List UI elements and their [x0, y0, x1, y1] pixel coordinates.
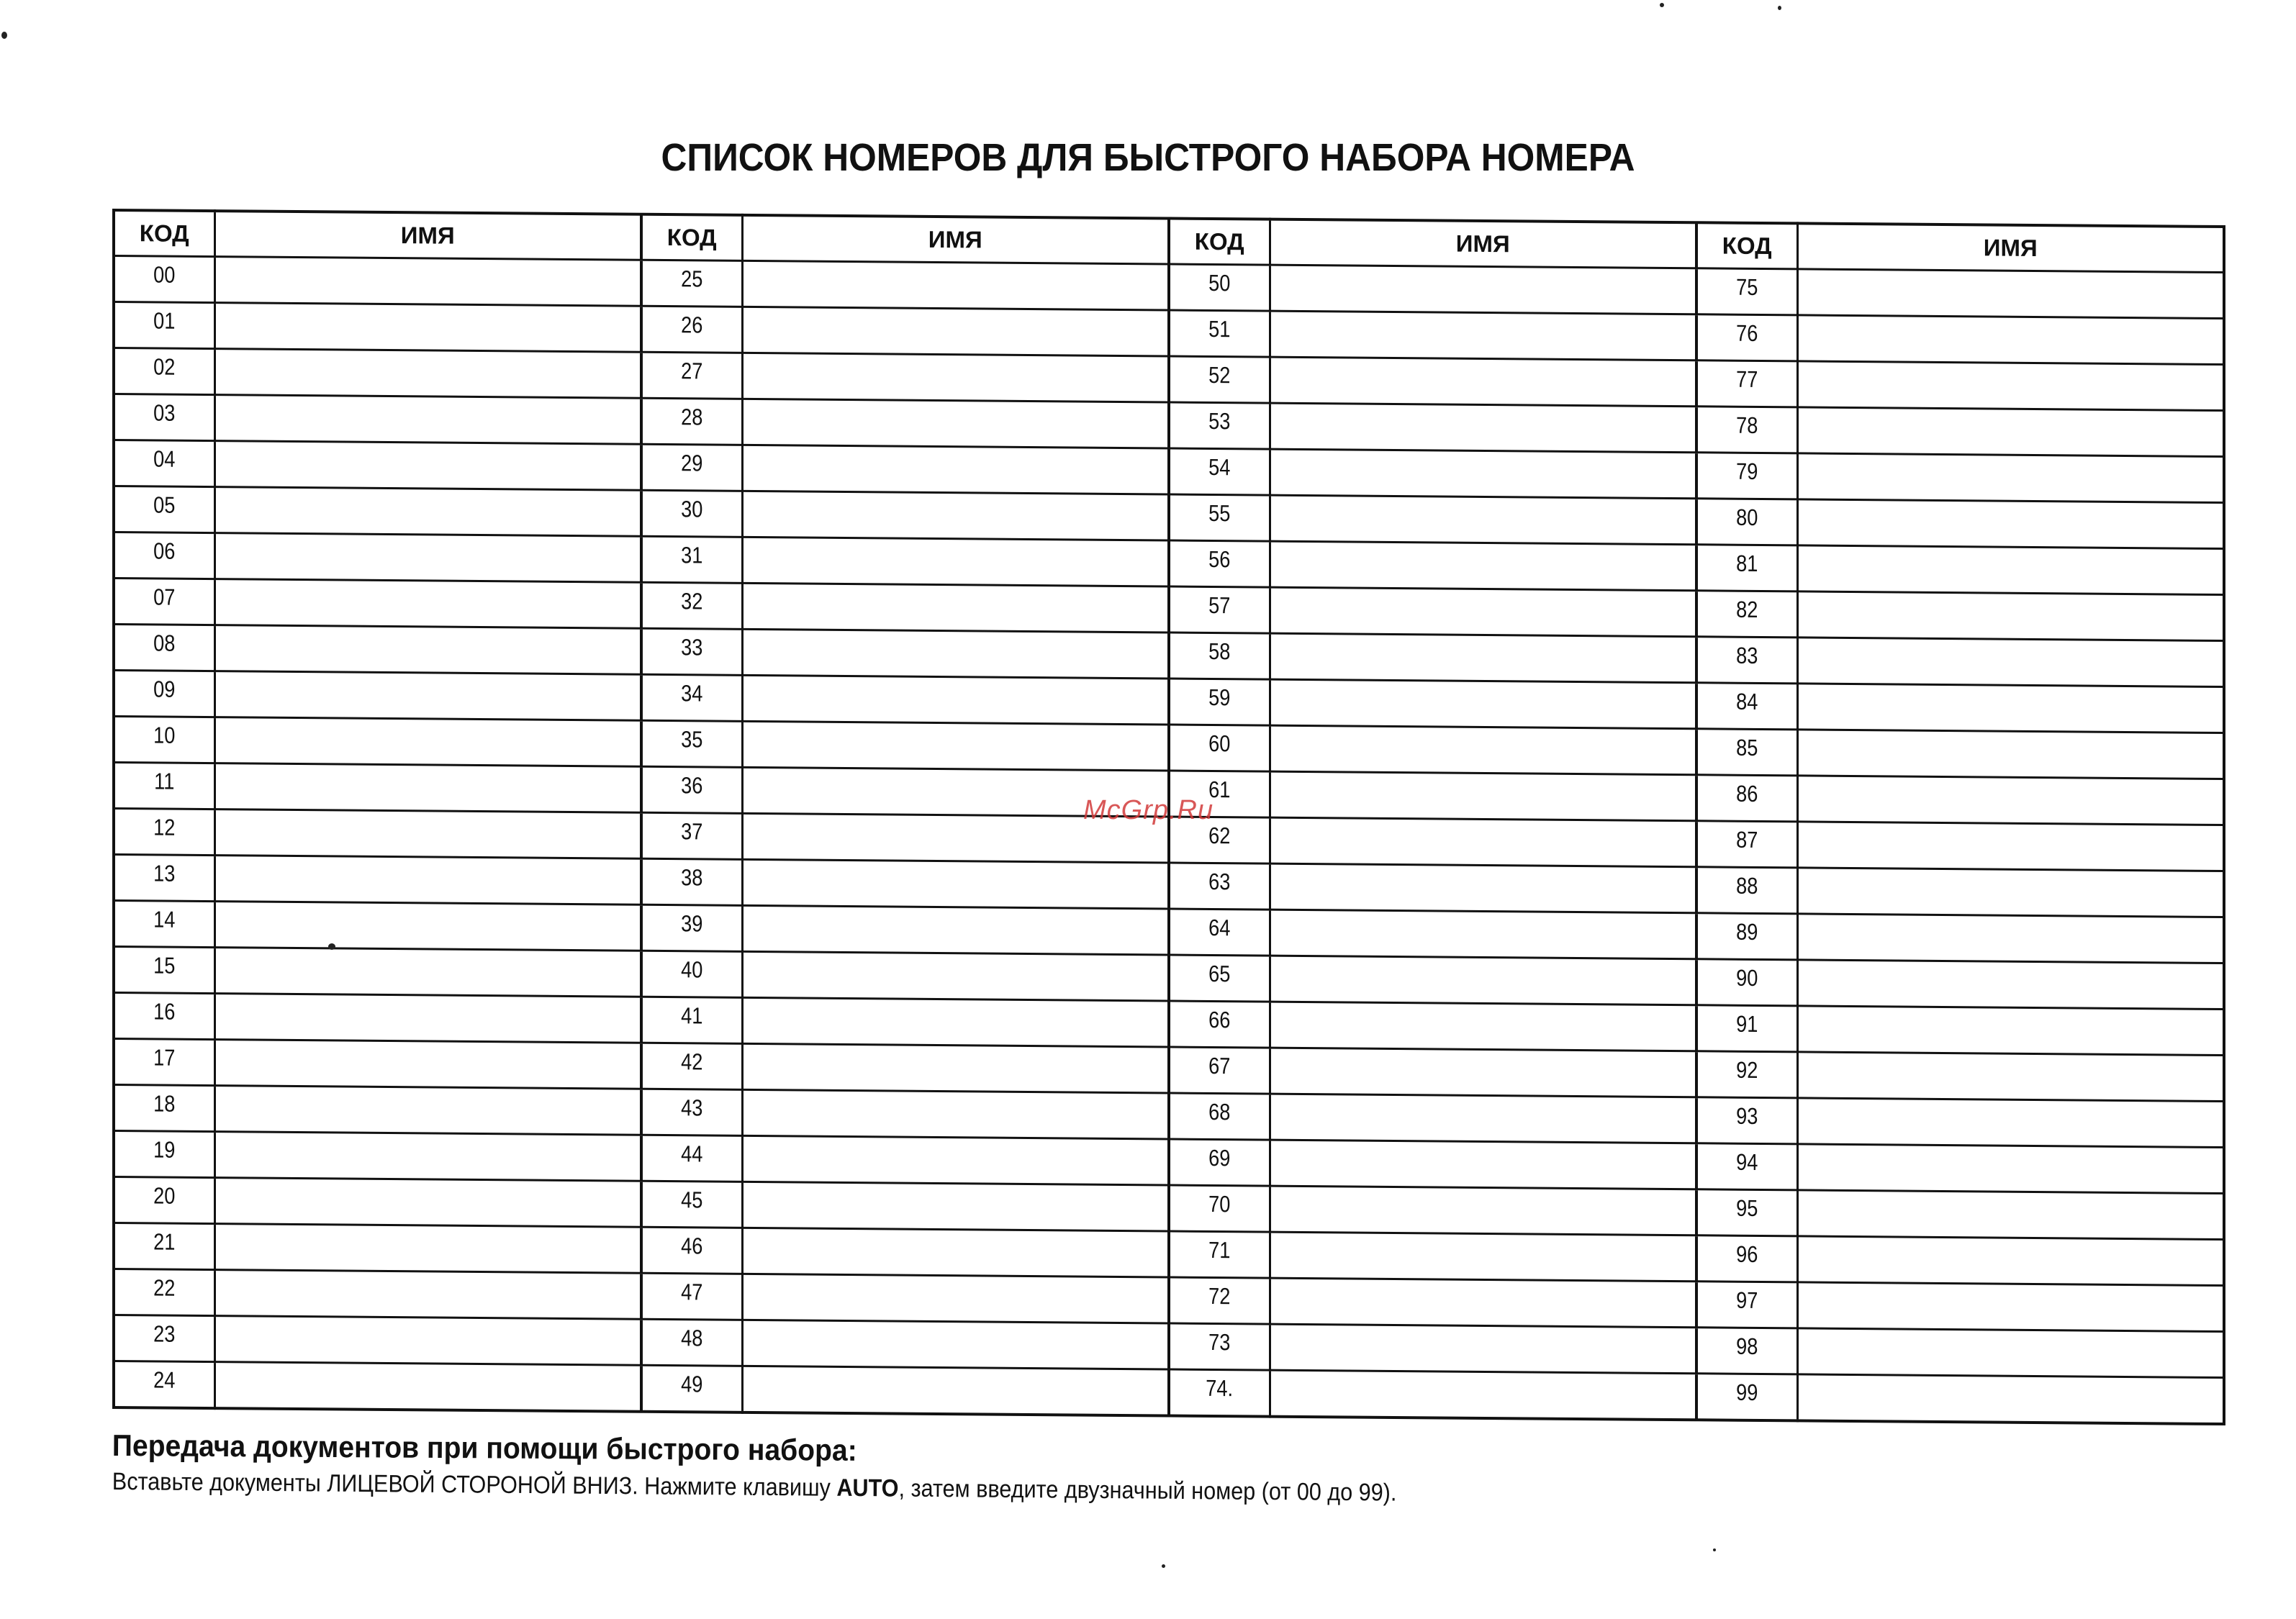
- name-cell: [1270, 449, 1696, 499]
- name-cell: [1270, 1140, 1696, 1189]
- name-cell: [1270, 1278, 1696, 1328]
- code-cell: 02: [122, 348, 207, 395]
- code-cell: 53: [1177, 402, 1262, 449]
- scan-speck: [1660, 3, 1664, 7]
- name-cell: [1797, 1236, 2224, 1286]
- code-cell: 47: [649, 1273, 735, 1320]
- code-cell: 77: [1704, 360, 1790, 407]
- name-cell: [1270, 403, 1696, 453]
- code-cell: 85: [1704, 729, 1790, 776]
- name-cell: [214, 1223, 641, 1273]
- name-cell: [214, 1361, 641, 1412]
- code-cell: 64: [1177, 909, 1262, 956]
- code-cell: 61: [1177, 771, 1262, 817]
- table-body: [114, 256, 2224, 1425]
- code-cell: 89: [1704, 913, 1790, 960]
- name-cell: [1797, 868, 2224, 917]
- code-cell: 00: [122, 256, 207, 303]
- name-cell: [1270, 863, 1696, 913]
- name-cell: [1270, 1232, 1696, 1282]
- name-cell: [214, 303, 641, 353]
- name-cell: [1797, 914, 2224, 963]
- name-cell: [214, 855, 641, 904]
- name-cell: [214, 901, 641, 951]
- code-cell: 68: [1177, 1093, 1262, 1140]
- code-cell: 17: [122, 1038, 207, 1085]
- code-cell: 30: [649, 490, 735, 537]
- code-cell: 96: [1704, 1235, 1790, 1282]
- code-cell: 86: [1704, 775, 1790, 822]
- name-cell: [742, 1089, 1169, 1139]
- code-cell: 13: [122, 854, 207, 901]
- name-cell: [214, 947, 641, 997]
- code-cell: 27: [649, 352, 735, 399]
- code-cell: 71: [1177, 1231, 1262, 1278]
- code-cell: 90: [1704, 959, 1790, 1006]
- code-cell: 91: [1704, 1005, 1790, 1052]
- code-cell: 35: [649, 720, 735, 767]
- code-cell: 38: [649, 858, 735, 905]
- header-name: ИМЯ: [742, 215, 1169, 264]
- name-cell: [214, 671, 641, 720]
- code-cell: 24: [122, 1361, 207, 1408]
- name-cell: [742, 859, 1169, 909]
- code-cell: 29: [649, 444, 735, 491]
- code-cell: 98: [1704, 1328, 1790, 1374]
- code-cell: 99: [1704, 1373, 1790, 1420]
- scan-speck: [1162, 1564, 1165, 1568]
- name-cell: [214, 993, 641, 1043]
- code-cell: 32: [649, 582, 735, 629]
- code-cell: 04: [122, 440, 207, 487]
- name-cell: [1797, 960, 2224, 1010]
- name-cell: [1797, 591, 2224, 641]
- name-cell: [214, 395, 641, 445]
- code-cell: 74.: [1177, 1369, 1262, 1417]
- code-cell: 54: [1177, 448, 1262, 495]
- code-cell: 59: [1177, 679, 1262, 725]
- header-name: ИМЯ: [1797, 223, 2224, 272]
- footer-text-before: Вставьте документы ЛИЦЕВОЙ СТОРОНОЙ ВНИЗ. Нажмите клавишу: [112, 1468, 837, 1502]
- code-cell: 09: [122, 670, 207, 717]
- code-cell: 25: [649, 260, 735, 307]
- code-cell: 18: [122, 1084, 207, 1131]
- name-cell: [214, 809, 641, 858]
- code-cell: 51: [1177, 310, 1262, 357]
- code-cell: 94: [1704, 1143, 1790, 1190]
- header-code: КОД: [641, 214, 742, 261]
- name-cell: [1797, 407, 2224, 457]
- code-cell: 80: [1704, 499, 1790, 545]
- name-cell: [1270, 311, 1696, 360]
- name-cell: [742, 307, 1169, 356]
- code-cell: 41: [649, 997, 735, 1043]
- code-cell: 52: [1177, 356, 1262, 403]
- name-cell: [1797, 499, 2224, 549]
- name-cell: [1270, 771, 1696, 821]
- name-cell: [1797, 545, 2224, 595]
- code-cell: 62: [1177, 817, 1262, 863]
- name-cell: [1797, 1374, 2224, 1425]
- name-cell: [1270, 1094, 1696, 1143]
- code-cell: 40: [649, 951, 735, 997]
- name-cell: [1270, 817, 1696, 867]
- name-cell: [1270, 910, 1696, 959]
- code-cell: 81: [1704, 545, 1790, 591]
- name-cell: [1270, 679, 1696, 729]
- name-cell: [742, 1182, 1169, 1231]
- name-cell: [214, 1269, 641, 1319]
- name-cell: [742, 260, 1169, 310]
- name-cell: [214, 625, 641, 674]
- name-cell: [1270, 633, 1696, 683]
- name-cell: [1797, 1144, 2224, 1194]
- code-cell: 44: [649, 1135, 735, 1182]
- code-cell: 66: [1177, 1001, 1262, 1048]
- name-cell: [742, 1043, 1169, 1093]
- name-cell: [1270, 587, 1696, 637]
- code-cell: 93: [1704, 1097, 1790, 1144]
- scan-speck: [1713, 1548, 1716, 1551]
- name-cell: [742, 629, 1169, 679]
- scan-speck: [1778, 6, 1781, 10]
- name-cell: [1270, 541, 1696, 591]
- name-cell: [1797, 1190, 2224, 1240]
- name-cell: [1270, 495, 1696, 545]
- name-cell: [742, 675, 1169, 725]
- name-cell: [1797, 269, 2224, 319]
- code-cell: 82: [1704, 591, 1790, 638]
- name-cell: [742, 445, 1169, 494]
- name-cell: [214, 1315, 641, 1365]
- code-cell: 19: [122, 1130, 207, 1177]
- code-cell: 05: [122, 486, 207, 533]
- code-cell: 92: [1704, 1051, 1790, 1098]
- name-cell: [1797, 1006, 2224, 1056]
- code-cell: 69: [1177, 1139, 1262, 1186]
- code-cell: 75: [1704, 268, 1790, 315]
- name-cell: [1270, 1186, 1696, 1235]
- code-cell: 46: [649, 1227, 735, 1274]
- code-cell: 33: [649, 628, 735, 675]
- watermark: McGrp.Ru: [1083, 795, 1214, 825]
- header-name: ИМЯ: [214, 211, 641, 260]
- code-cell: 88: [1704, 867, 1790, 914]
- name-cell: [1270, 265, 1696, 314]
- name-cell: [742, 537, 1169, 586]
- code-cell: 95: [1704, 1189, 1790, 1236]
- name-cell: [1797, 730, 2224, 779]
- name-cell: [742, 399, 1169, 448]
- code-cell: 36: [649, 766, 735, 813]
- code-cell: 37: [649, 812, 735, 859]
- code-cell: 67: [1177, 1047, 1262, 1094]
- code-cell: 01: [122, 302, 207, 349]
- name-cell: [1797, 315, 2224, 365]
- name-cell: [742, 905, 1169, 955]
- code-cell: 56: [1177, 540, 1262, 587]
- code-cell: 87: [1704, 821, 1790, 868]
- name-cell: [1797, 453, 2224, 503]
- code-cell: 63: [1177, 863, 1262, 910]
- code-cell: 73: [1177, 1323, 1262, 1370]
- name-cell: [742, 951, 1169, 1001]
- code-cell: 43: [649, 1089, 735, 1135]
- code-cell: 28: [649, 398, 735, 445]
- code-cell: 34: [649, 674, 735, 721]
- name-cell: [742, 1320, 1169, 1369]
- name-cell: [1797, 361, 2224, 411]
- name-cell: [214, 257, 641, 307]
- code-cell: 42: [649, 1043, 735, 1089]
- name-cell: [214, 1039, 641, 1089]
- code-cell: 58: [1177, 632, 1262, 679]
- name-cell: [1270, 1048, 1696, 1097]
- name-cell: [1270, 1002, 1696, 1051]
- code-cell: 11: [122, 762, 207, 809]
- name-cell: [742, 997, 1169, 1047]
- header-code: КОД: [1169, 219, 1270, 266]
- code-cell: 84: [1704, 683, 1790, 730]
- code-cell: 26: [649, 306, 735, 353]
- footer-text-after: , затем введите двузначный номер (от 00 до 99).: [898, 1474, 1397, 1507]
- name-cell: [742, 1135, 1169, 1185]
- code-cell: 16: [122, 992, 207, 1039]
- code-cell: 22: [122, 1269, 207, 1315]
- name-cell: [1797, 1282, 2224, 1332]
- code-cell: 10: [122, 716, 207, 763]
- header-name: ИМЯ: [1270, 219, 1696, 268]
- code-cell: 55: [1177, 494, 1262, 541]
- name-cell: [1797, 1052, 2224, 1102]
- code-cell: 72: [1177, 1277, 1262, 1324]
- name-cell: [742, 1366, 1169, 1416]
- code-cell: 14: [122, 900, 207, 947]
- header-code: КОД: [114, 210, 214, 257]
- name-cell: [742, 491, 1169, 540]
- name-cell: [1797, 684, 2224, 733]
- name-cell: [1270, 956, 1696, 1005]
- code-cell: 23: [122, 1315, 207, 1361]
- name-cell: [214, 487, 641, 537]
- code-cell: 15: [122, 946, 207, 993]
- name-cell: [214, 349, 641, 399]
- code-cell: 48: [649, 1319, 735, 1366]
- code-cell: 45: [649, 1181, 735, 1228]
- name-cell: [214, 717, 641, 766]
- code-cell: 76: [1704, 314, 1790, 361]
- footer-instructions: [112, 1468, 1397, 1507]
- code-cell: 78: [1704, 407, 1790, 453]
- code-cell: 70: [1177, 1185, 1262, 1232]
- code-cell: 65: [1177, 955, 1262, 1002]
- name-cell: [214, 763, 641, 812]
- name-cell: [1797, 638, 2224, 687]
- header-code: КОД: [1696, 222, 1797, 269]
- footer-heading: Передача документов при помощи быстрого набора:: [112, 1428, 857, 1467]
- code-cell: 20: [122, 1176, 207, 1223]
- code-cell: 12: [122, 808, 207, 855]
- code-cell: 97: [1704, 1282, 1790, 1328]
- name-cell: [1797, 1098, 2224, 1148]
- code-cell: 03: [122, 394, 207, 441]
- name-cell: [742, 1228, 1169, 1277]
- name-cell: [1270, 725, 1696, 775]
- name-cell: [1270, 357, 1696, 407]
- code-cell: 31: [649, 536, 735, 583]
- name-cell: [1270, 1370, 1696, 1420]
- code-cell: 79: [1704, 453, 1790, 499]
- code-cell: 60: [1177, 725, 1262, 771]
- name-cell: [1270, 1324, 1696, 1374]
- footer-key-auto: AUTO: [836, 1474, 899, 1502]
- name-cell: [742, 721, 1169, 771]
- name-cell: [214, 1085, 641, 1135]
- code-cell: 06: [122, 532, 207, 579]
- name-cell: [1797, 776, 2224, 825]
- code-cell: 50: [1177, 264, 1262, 311]
- code-cell: 39: [649, 904, 735, 951]
- scan-speck: [1, 32, 7, 39]
- code-cell: 07: [122, 578, 207, 625]
- name-cell: [214, 533, 641, 583]
- name-cell: [1797, 822, 2224, 871]
- name-cell: [214, 1177, 641, 1227]
- name-cell: [214, 579, 641, 629]
- code-cell: 08: [122, 624, 207, 671]
- name-cell: [742, 583, 1169, 632]
- name-cell: [742, 1274, 1169, 1323]
- code-cell: 57: [1177, 586, 1262, 633]
- code-cell: 21: [122, 1223, 207, 1269]
- name-cell: [214, 441, 641, 491]
- name-cell: [214, 1131, 641, 1181]
- name-cell: [1797, 1328, 2224, 1378]
- scan-speck: [328, 943, 335, 950]
- name-cell: [742, 353, 1169, 402]
- code-cell: 49: [649, 1365, 735, 1412]
- page-title: СПИСОК НОМЕРОВ ДЛЯ БЫСТРОГО НАБОРА НОМЕРА: [661, 136, 1635, 179]
- code-cell: 83: [1704, 637, 1790, 684]
